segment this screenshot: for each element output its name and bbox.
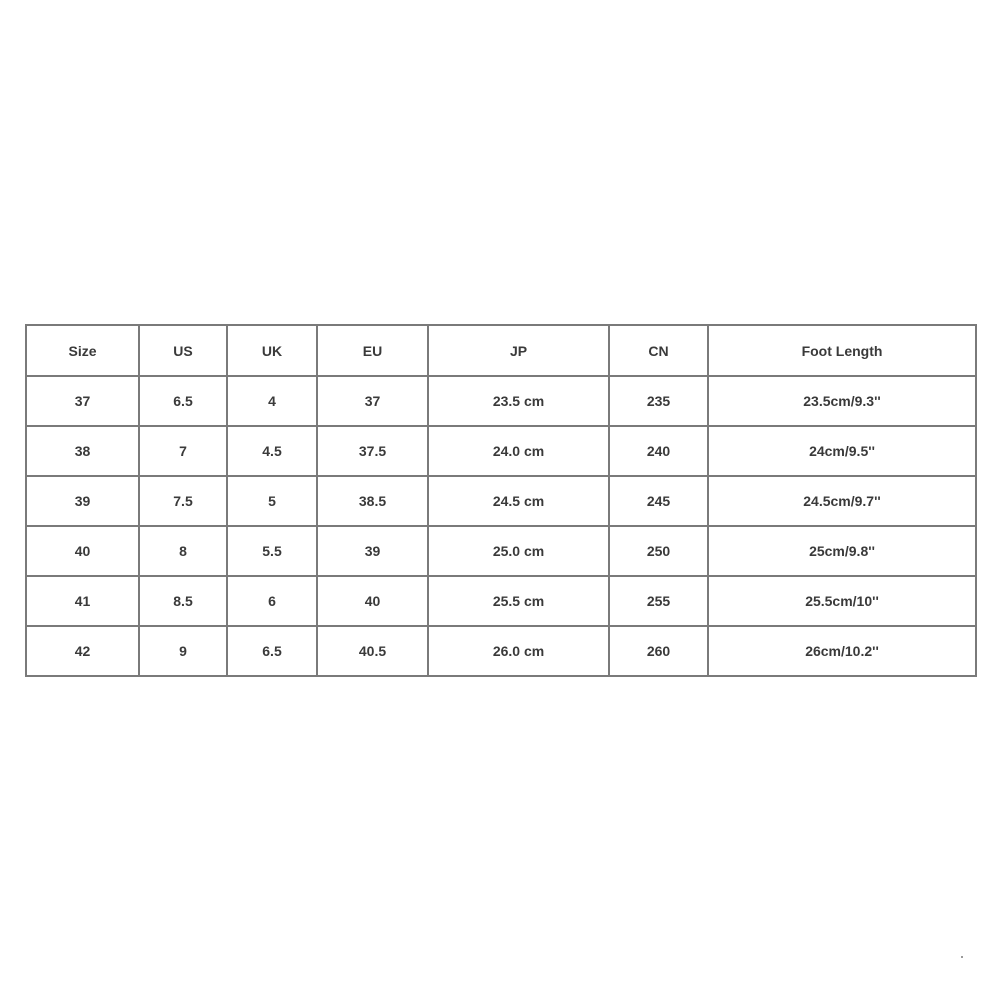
cell-uk: 6 <box>227 576 317 626</box>
cell-foot-length: 23.5cm/9.3'' <box>708 376 976 426</box>
cell-uk: 5.5 <box>227 526 317 576</box>
cell-jp: 25.5 cm <box>428 576 609 626</box>
cell-uk: 6.5 <box>227 626 317 676</box>
cell-cn: 250 <box>609 526 708 576</box>
stray-dot <box>961 956 963 958</box>
cell-eu: 39 <box>317 526 428 576</box>
cell-size: 42 <box>26 626 139 676</box>
header-size: Size <box>26 325 139 376</box>
cell-cn: 240 <box>609 426 708 476</box>
table-row <box>26 626 976 676</box>
cell-foot-length: 24.5cm/9.7'' <box>708 476 976 526</box>
cell-size: 38 <box>26 426 139 476</box>
cell-eu: 37.5 <box>317 426 428 476</box>
cell-eu: 38.5 <box>317 476 428 526</box>
cell-eu: 40 <box>317 576 428 626</box>
cell-foot-length: 25.5cm/10'' <box>708 576 976 626</box>
table-row <box>26 526 976 576</box>
header-jp: JP <box>428 325 609 376</box>
table-row <box>26 576 976 626</box>
cell-cn: 235 <box>609 376 708 426</box>
cell-size: 37 <box>26 376 139 426</box>
cell-foot-length: 25cm/9.8'' <box>708 526 976 576</box>
header-cn: CN <box>609 325 708 376</box>
table-row <box>26 426 976 476</box>
header-uk: UK <box>227 325 317 376</box>
cell-foot-length: 24cm/9.5'' <box>708 426 976 476</box>
cell-us: 8.5 <box>139 576 227 626</box>
cell-jp: 23.5 cm <box>428 376 609 426</box>
cell-eu: 37 <box>317 376 428 426</box>
size-chart-table <box>25 324 977 677</box>
header-foot-length: Foot Length <box>708 325 976 376</box>
table-header-row <box>26 325 976 376</box>
cell-size: 41 <box>26 576 139 626</box>
cell-size: 39 <box>26 476 139 526</box>
cell-uk: 4 <box>227 376 317 426</box>
cell-us: 7 <box>139 426 227 476</box>
table-row <box>26 476 976 526</box>
cell-us: 8 <box>139 526 227 576</box>
cell-size: 40 <box>26 526 139 576</box>
cell-uk: 4.5 <box>227 426 317 476</box>
cell-jp: 24.5 cm <box>428 476 609 526</box>
cell-us: 9 <box>139 626 227 676</box>
cell-us: 7.5 <box>139 476 227 526</box>
cell-jp: 26.0 cm <box>428 626 609 676</box>
cell-jp: 24.0 cm <box>428 426 609 476</box>
cell-jp: 25.0 cm <box>428 526 609 576</box>
cell-foot-length: 26cm/10.2'' <box>708 626 976 676</box>
header-us: US <box>139 325 227 376</box>
cell-uk: 5 <box>227 476 317 526</box>
cell-us: 6.5 <box>139 376 227 426</box>
cell-cn: 255 <box>609 576 708 626</box>
cell-eu: 40.5 <box>317 626 428 676</box>
cell-cn: 260 <box>609 626 708 676</box>
cell-cn: 245 <box>609 476 708 526</box>
header-eu: EU <box>317 325 428 376</box>
table-row <box>26 376 976 426</box>
